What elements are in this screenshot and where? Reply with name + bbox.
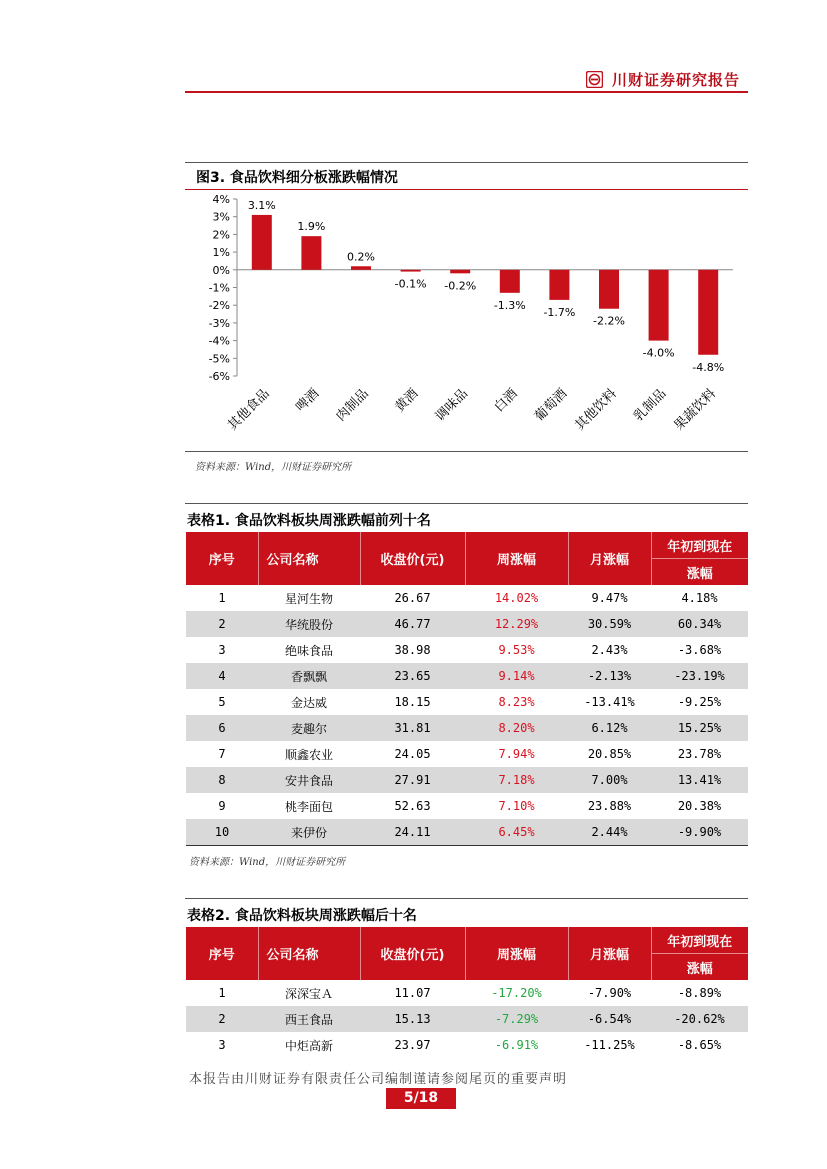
cell-index: 2 <box>186 1006 258 1032</box>
table-row <box>186 767 748 793</box>
cell-index: 9 <box>218 799 226 813</box>
cell-weekly-change: 6.45% <box>465 819 568 846</box>
y-tick-label: 2% <box>212 228 230 242</box>
figure-top-rule <box>185 162 748 163</box>
table-row <box>186 585 748 611</box>
table-row <box>186 637 748 663</box>
col-company-header: 公司名称 <box>258 532 360 585</box>
table2-top-rule <box>185 898 748 899</box>
table-row <box>186 715 748 741</box>
table-row <box>186 793 748 819</box>
cell-ytd-change: -8.89% <box>677 986 722 1000</box>
cell-weekly-change: -7.29% <box>465 1006 568 1032</box>
cell-weekly-change: 12.29% <box>465 611 568 637</box>
cell-ytd-change: 4.18% <box>681 591 718 605</box>
cell-close-price: 27.91 <box>360 767 465 793</box>
cell-company: 桃李面包 <box>284 799 333 814</box>
ytd-header-line1: 年初到现在 <box>667 934 733 950</box>
cell-ytd-change: 60.34% <box>651 611 748 637</box>
cell-monthly-change: 23.88% <box>587 799 632 813</box>
y-tick-label: 1% <box>212 246 230 260</box>
bar-value-label: -4.0% <box>642 346 675 360</box>
bar <box>549 270 569 300</box>
cell-index: 3 <box>218 1038 226 1052</box>
y-tick-label: -3% <box>208 316 230 330</box>
cell-monthly-change: -7.90% <box>587 986 632 1000</box>
col-ytd-change-header <box>651 927 748 980</box>
cell-ytd-change: 15.25% <box>651 715 748 741</box>
bar-value-label: -1.7% <box>543 305 576 319</box>
y-tick-label: -5% <box>208 352 230 366</box>
bar-value-label: 3.1% <box>247 198 276 212</box>
x-category-label: 啤酒 <box>293 386 323 416</box>
col-ytd-change-header <box>651 532 748 585</box>
cell-close-price: 26.67 <box>394 591 431 605</box>
cell-close-price: 24.11 <box>360 819 465 846</box>
col-close-price-header: 收盘价(元) <box>360 532 465 585</box>
table-row <box>186 819 748 846</box>
bar-value-label: -1.3% <box>493 298 526 312</box>
cell-weekly-change: 9.14% <box>465 663 568 689</box>
cell-company: 西王食品 <box>258 1006 360 1032</box>
report-header-title: 川财证券研究报告 <box>612 71 741 89</box>
cell-weekly-change: 9.53% <box>498 643 535 657</box>
table-row <box>186 980 748 1006</box>
col-weekly-change-header: 周涨幅 <box>465 927 568 980</box>
cell-weekly-change: -6.91% <box>494 1038 539 1052</box>
cell-company: 来伊份 <box>258 819 360 846</box>
cell-weekly-change: 7.94% <box>498 747 535 761</box>
cell-close-price: 24.05 <box>394 747 431 761</box>
ytd-header-line1: 年初到现在 <box>667 539 733 555</box>
cell-close-price: 46.77 <box>360 611 465 637</box>
table-row <box>186 741 748 767</box>
x-category-label: 果蔬饮料 <box>671 386 720 434</box>
y-tick-label: -1% <box>208 281 230 295</box>
figure-caption: 图3. 食品饮料细分板涨跌幅情况 <box>196 170 398 186</box>
col-company-header: 公司名称 <box>258 927 360 980</box>
cell-close-price: 11.07 <box>394 986 431 1000</box>
cell-company: 中炬高新 <box>284 1038 333 1053</box>
col-index-header: 序号 <box>186 927 258 980</box>
table-row <box>186 663 748 689</box>
x-category-label: 黄酒 <box>392 386 422 416</box>
col-monthly-change-header: 月涨幅 <box>568 927 651 980</box>
cell-ytd-change: -9.90% <box>651 819 748 846</box>
footer-disclaimer: 本报告由川财证券有限责任公司编制谨请参阅尾页的重要声明 <box>189 1072 568 1087</box>
table1-top-rule <box>185 503 748 504</box>
table2-caption: 表格2. 食品饮料板块周涨跌幅后十名 <box>187 908 417 924</box>
page-number: 5/18 <box>386 1088 456 1109</box>
cell-close-price: 15.13 <box>360 1006 465 1032</box>
cell-monthly-change: -13.41% <box>584 695 635 709</box>
table-header-row <box>186 927 748 980</box>
table-row <box>186 1032 748 1058</box>
bar-value-label: -0.2% <box>444 279 477 293</box>
cell-ytd-change: 13.41% <box>651 767 748 793</box>
cell-index: 2 <box>186 611 258 637</box>
x-category-label: 肉制品 <box>333 386 372 425</box>
header-divider <box>185 91 748 93</box>
col-close-price-header: 收盘价(元) <box>360 927 465 980</box>
x-category-label: 其他食品 <box>225 386 273 434</box>
cell-monthly-change: 2.44% <box>568 819 651 846</box>
cell-index: 6 <box>186 715 258 741</box>
cell-company: 绝味食品 <box>284 643 333 658</box>
bar <box>500 270 520 293</box>
table1-source: 资料来源：Wind，川财证券研究所 <box>189 857 346 868</box>
x-category-label: 白酒 <box>491 386 521 416</box>
cell-weekly-change: -17.20% <box>491 986 542 1000</box>
bar <box>252 215 272 270</box>
bar <box>450 270 470 274</box>
x-category-label: 调味品 <box>432 386 472 425</box>
figure-caption-rule <box>185 189 748 190</box>
cell-ytd-change: 23.78% <box>677 747 722 761</box>
cell-monthly-change: -6.54% <box>568 1006 651 1032</box>
cell-index: 3 <box>218 643 226 657</box>
cell-ytd-change: -20.62% <box>651 1006 748 1032</box>
cell-weekly-change: 8.23% <box>498 695 535 709</box>
cell-weekly-change: 7.18% <box>465 767 568 793</box>
x-category-label: 乳制品 <box>631 386 670 425</box>
cell-close-price: 52.63 <box>394 799 431 813</box>
cell-close-price: 31.81 <box>360 715 465 741</box>
bottom10-table <box>186 927 748 1058</box>
col-index-header: 序号 <box>186 532 258 585</box>
bar-value-label: 0.2% <box>347 250 375 264</box>
cell-monthly-change: 7.00% <box>568 767 651 793</box>
bar-value-label: -4.8% <box>692 360 725 374</box>
table-row <box>186 611 748 637</box>
figure-bottom-rule <box>185 451 748 452</box>
top10-gainers-table <box>186 532 748 846</box>
bar <box>401 270 421 272</box>
cell-company: 麦趣尔 <box>258 715 360 741</box>
cell-company: 顺鑫农业 <box>284 747 333 762</box>
cell-company: 香飘飘 <box>258 663 360 689</box>
cell-index: 5 <box>218 695 226 709</box>
bar <box>599 270 619 309</box>
sector-change-bar-chart <box>185 192 748 454</box>
cell-close-price: 18.15 <box>394 695 431 709</box>
table-row <box>186 1006 748 1032</box>
cell-monthly-change: -11.25% <box>584 1038 635 1052</box>
cell-monthly-change: 9.47% <box>591 591 628 605</box>
cell-monthly-change: -2.13% <box>568 663 651 689</box>
bar <box>351 266 371 270</box>
cell-monthly-change: 6.12% <box>568 715 651 741</box>
cell-ytd-change: -3.68% <box>677 643 722 657</box>
x-category-label: 其他饮料 <box>572 386 620 434</box>
cell-monthly-change: 20.85% <box>587 747 632 761</box>
y-tick-label: -2% <box>208 299 230 313</box>
bar-value-label: -0.1% <box>394 277 427 291</box>
cell-company: 华统股份 <box>258 611 360 637</box>
cell-close-price: 23.65 <box>360 663 465 689</box>
brand-logo-icon <box>586 71 603 88</box>
cell-monthly-change: 30.59% <box>568 611 651 637</box>
cell-ytd-change: -23.19% <box>651 663 748 689</box>
cell-index: 10 <box>186 819 258 846</box>
table1-caption: 表格1. 食品饮料板块周涨跌幅前列十名 <box>187 513 431 529</box>
cell-weekly-change: 14.02% <box>494 591 539 605</box>
bar <box>698 270 718 355</box>
cell-monthly-change: 2.43% <box>591 643 628 657</box>
cell-index: 8 <box>186 767 258 793</box>
cell-index: 4 <box>186 663 258 689</box>
cell-company: 深深宝Ａ <box>284 986 333 1001</box>
bar-value-label: -2.2% <box>593 314 625 328</box>
cell-ytd-change: 20.38% <box>677 799 722 813</box>
ytd-header-line2: 涨幅 <box>652 558 749 585</box>
cell-close-price: 38.98 <box>394 643 431 657</box>
cell-index: 1 <box>218 986 226 1000</box>
y-tick-label: 3% <box>212 210 230 224</box>
col-monthly-change-header: 月涨幅 <box>568 532 651 585</box>
table-header-row <box>186 532 748 585</box>
y-tick-label: 4% <box>212 193 230 206</box>
x-category-label: 葡萄酒 <box>532 386 571 425</box>
cell-weekly-change: 7.10% <box>498 799 535 813</box>
cell-company: 星河生物 <box>284 591 333 606</box>
cell-ytd-change: -8.65% <box>677 1038 722 1052</box>
figure-source: 资料来源：Wind，川财证券研究所 <box>195 462 352 473</box>
y-tick-label: 0% <box>212 263 230 277</box>
table-row <box>186 689 748 715</box>
cell-company: 金达威 <box>290 695 327 710</box>
cell-close-price: 23.97 <box>394 1038 431 1052</box>
cell-index: 7 <box>218 747 226 761</box>
cell-index: 1 <box>218 591 226 605</box>
ytd-header-line2: 涨幅 <box>652 953 749 980</box>
bar <box>301 236 321 270</box>
cell-weekly-change: 8.20% <box>465 715 568 741</box>
cell-company: 安井食品 <box>258 767 360 793</box>
bar-value-label: 1.9% <box>297 220 326 234</box>
cell-ytd-change: -9.25% <box>677 695 722 709</box>
y-tick-label: -4% <box>208 334 230 348</box>
bar <box>649 270 669 341</box>
col-weekly-change-header: 周涨幅 <box>465 532 568 585</box>
y-tick-label: -6% <box>208 370 230 383</box>
